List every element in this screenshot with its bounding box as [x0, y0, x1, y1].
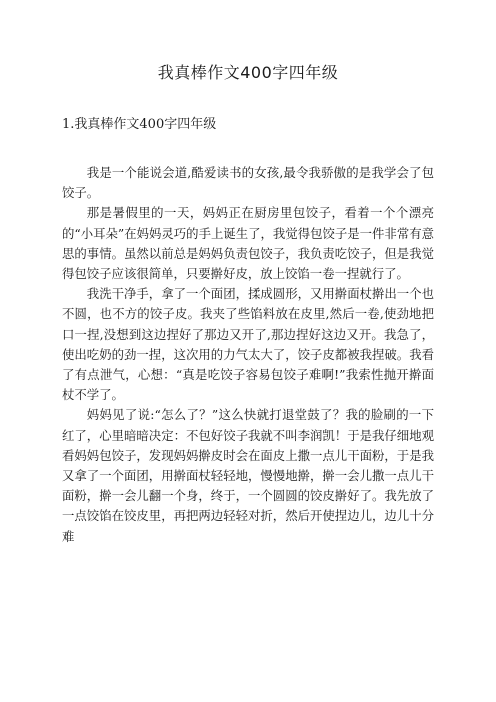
article-body: [62, 163, 434, 547]
section-heading: 1.我真棒作文400字四年级: [62, 117, 217, 132]
paragraph: 那是暑假里的一天，妈妈正在厨房里包饺子，看着一个个漂亮的“小耳朵”在妈妈灵巧的手上诞生了，我觉得包饺子是一件非常有意思的事情。虽然以前总是妈妈负责包饺子，我负责吃饺子，但是我觉得包饺子应该很简单，只要擀好皮，放上饺馅一卷一捏就行了。: [62, 205, 434, 282]
paragraph: 我是一个能说会道,酷爱读书的女孩,最令我骄傲的是我学会了包饺子。: [62, 165, 434, 201]
document-title: 我真棒作文400字四年级: [157, 63, 339, 82]
paragraph: 我洗干净手，拿了一个面团，揉成圆形，又用擀面杖擀出一个也不圆，也不方的饺子皮。我夹了些馅料放在皮里,然后一卷,使劲地把口一捏,没想到这边捏好了那边又开了,那边捏好这边又开。我急了，使出吃奶的劲一捏，这次用的力气太大了，饺子皮都被我捏破。我看了有点泄气，心想：“真是吃饺子容易包饺子难啊!”我索性抛开擀面杖不学了。: [62, 286, 434, 403]
paragraph: 妈妈见了说:“怎么了？”这么快就打退堂鼓了？我的脸刷的一下红了，心里暗暗决定：不包好饺子我就不叫李润凯！于是我仔细地观看妈妈包饺子，发现妈妈擀皮时会在面皮上撒一点儿干面粉，于是我又拿了一个面团，用擀面杖轻轻地，慢慢地擀，擀一会儿撒一点儿干面粉，擀一会儿翻一个身，终于，一个圆圆的饺皮擀好了。我先放了一点饺馅在饺皮里，再把两边轻轻对折，然后开使捏边儿，边儿十分难: [62, 407, 434, 544]
